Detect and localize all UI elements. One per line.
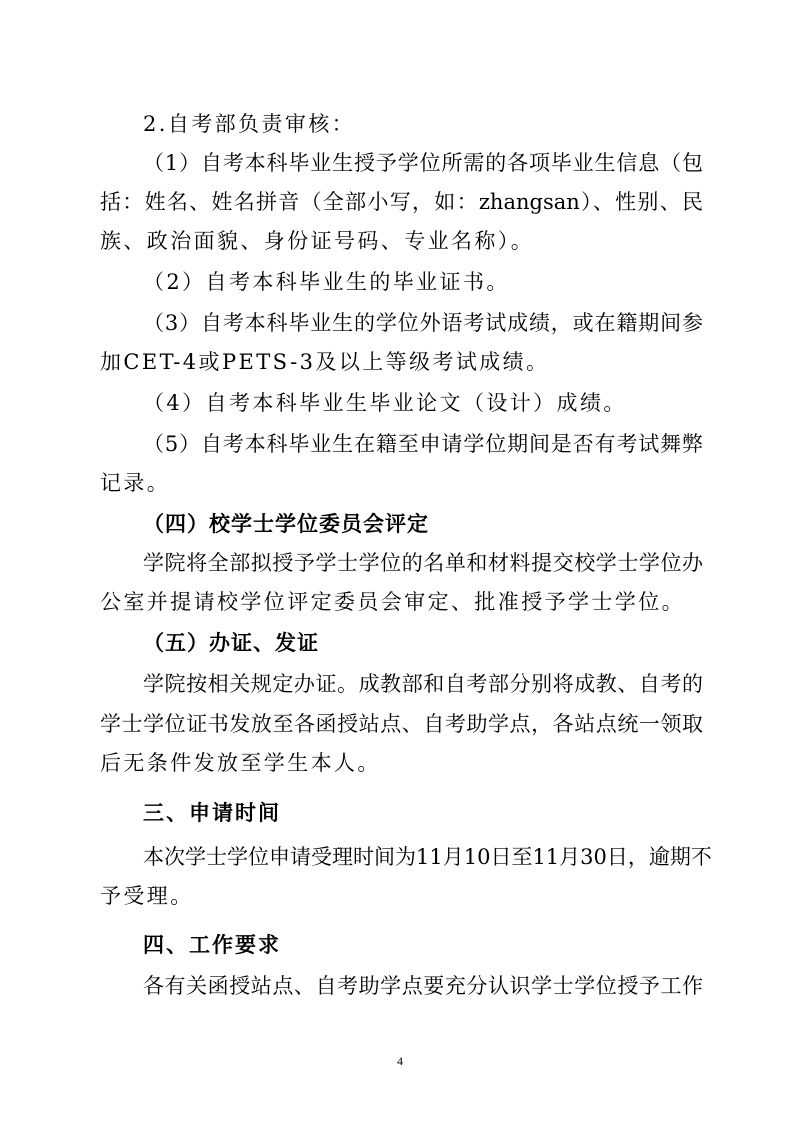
item-5-line-2: 记录。: [100, 471, 171, 495]
page-number: 4: [397, 1054, 403, 1068]
application-time-line-2: 予受理。: [100, 884, 194, 908]
item-1-line-3: 族、政治面貌、身份证号码、专业名称）。: [100, 229, 535, 253]
heading-work-requirements: 四、工作要求: [143, 933, 281, 957]
section-4-heading: （四）校学士学位委员会评定: [143, 512, 429, 536]
item-5-line-1: （5）自考本科毕业生在籍至申请学位期间是否有考试舞弊: [143, 432, 703, 456]
section-5-para-line-2: 学士学位证书发放至各函授站点、自考助学点，各站点统一领取: [100, 712, 703, 736]
item-3-line-2: 加CET-4或PETS-3及以上等级考试成绩。: [100, 350, 550, 374]
section-5-heading: （五）办证、发证: [143, 631, 319, 655]
section-5-para-line-3: 后无条件发放至学生本人。: [100, 751, 381, 775]
section-4-para-line-1: 学院将全部拟授予学士学位的名单和材料提交校学士学位办: [143, 551, 703, 575]
item-2: （2）自考本科毕业生的毕业证书。: [143, 270, 510, 294]
work-requirements-line-1: 各有关函授站点、自考助学点要充分认识学士学位授予工作: [143, 974, 703, 998]
section-5-para-line-1: 学院按相关规定办证。成教部和自考部分别将成教、自考的: [143, 672, 703, 696]
item-1-line-2: 括：姓名、姓名拼音（全部小写，如：zhangsan）、性别、民: [100, 190, 703, 214]
section-4-para-line-2: 公室并提请校学位评定委员会审定、批准授予学士学位。: [100, 590, 685, 614]
item-3-line-1: （3）自考本科毕业生的学位外语考试成绩，或在籍期间参: [143, 311, 703, 335]
item-4: （4）自考本科毕业生毕业论文（设计）成绩。: [143, 391, 627, 415]
item-1-line-1: （1）自考本科毕业生授予学位所需的各项毕业生信息（包: [143, 151, 703, 175]
heading-application-time: 三、申请时间: [143, 801, 281, 825]
application-time-line-1: 本次学士学位申请受理时间为11月10日至11月30日，逾期不: [143, 845, 712, 869]
clause-2-heading: 2.自考部负责审核：: [143, 112, 356, 136]
